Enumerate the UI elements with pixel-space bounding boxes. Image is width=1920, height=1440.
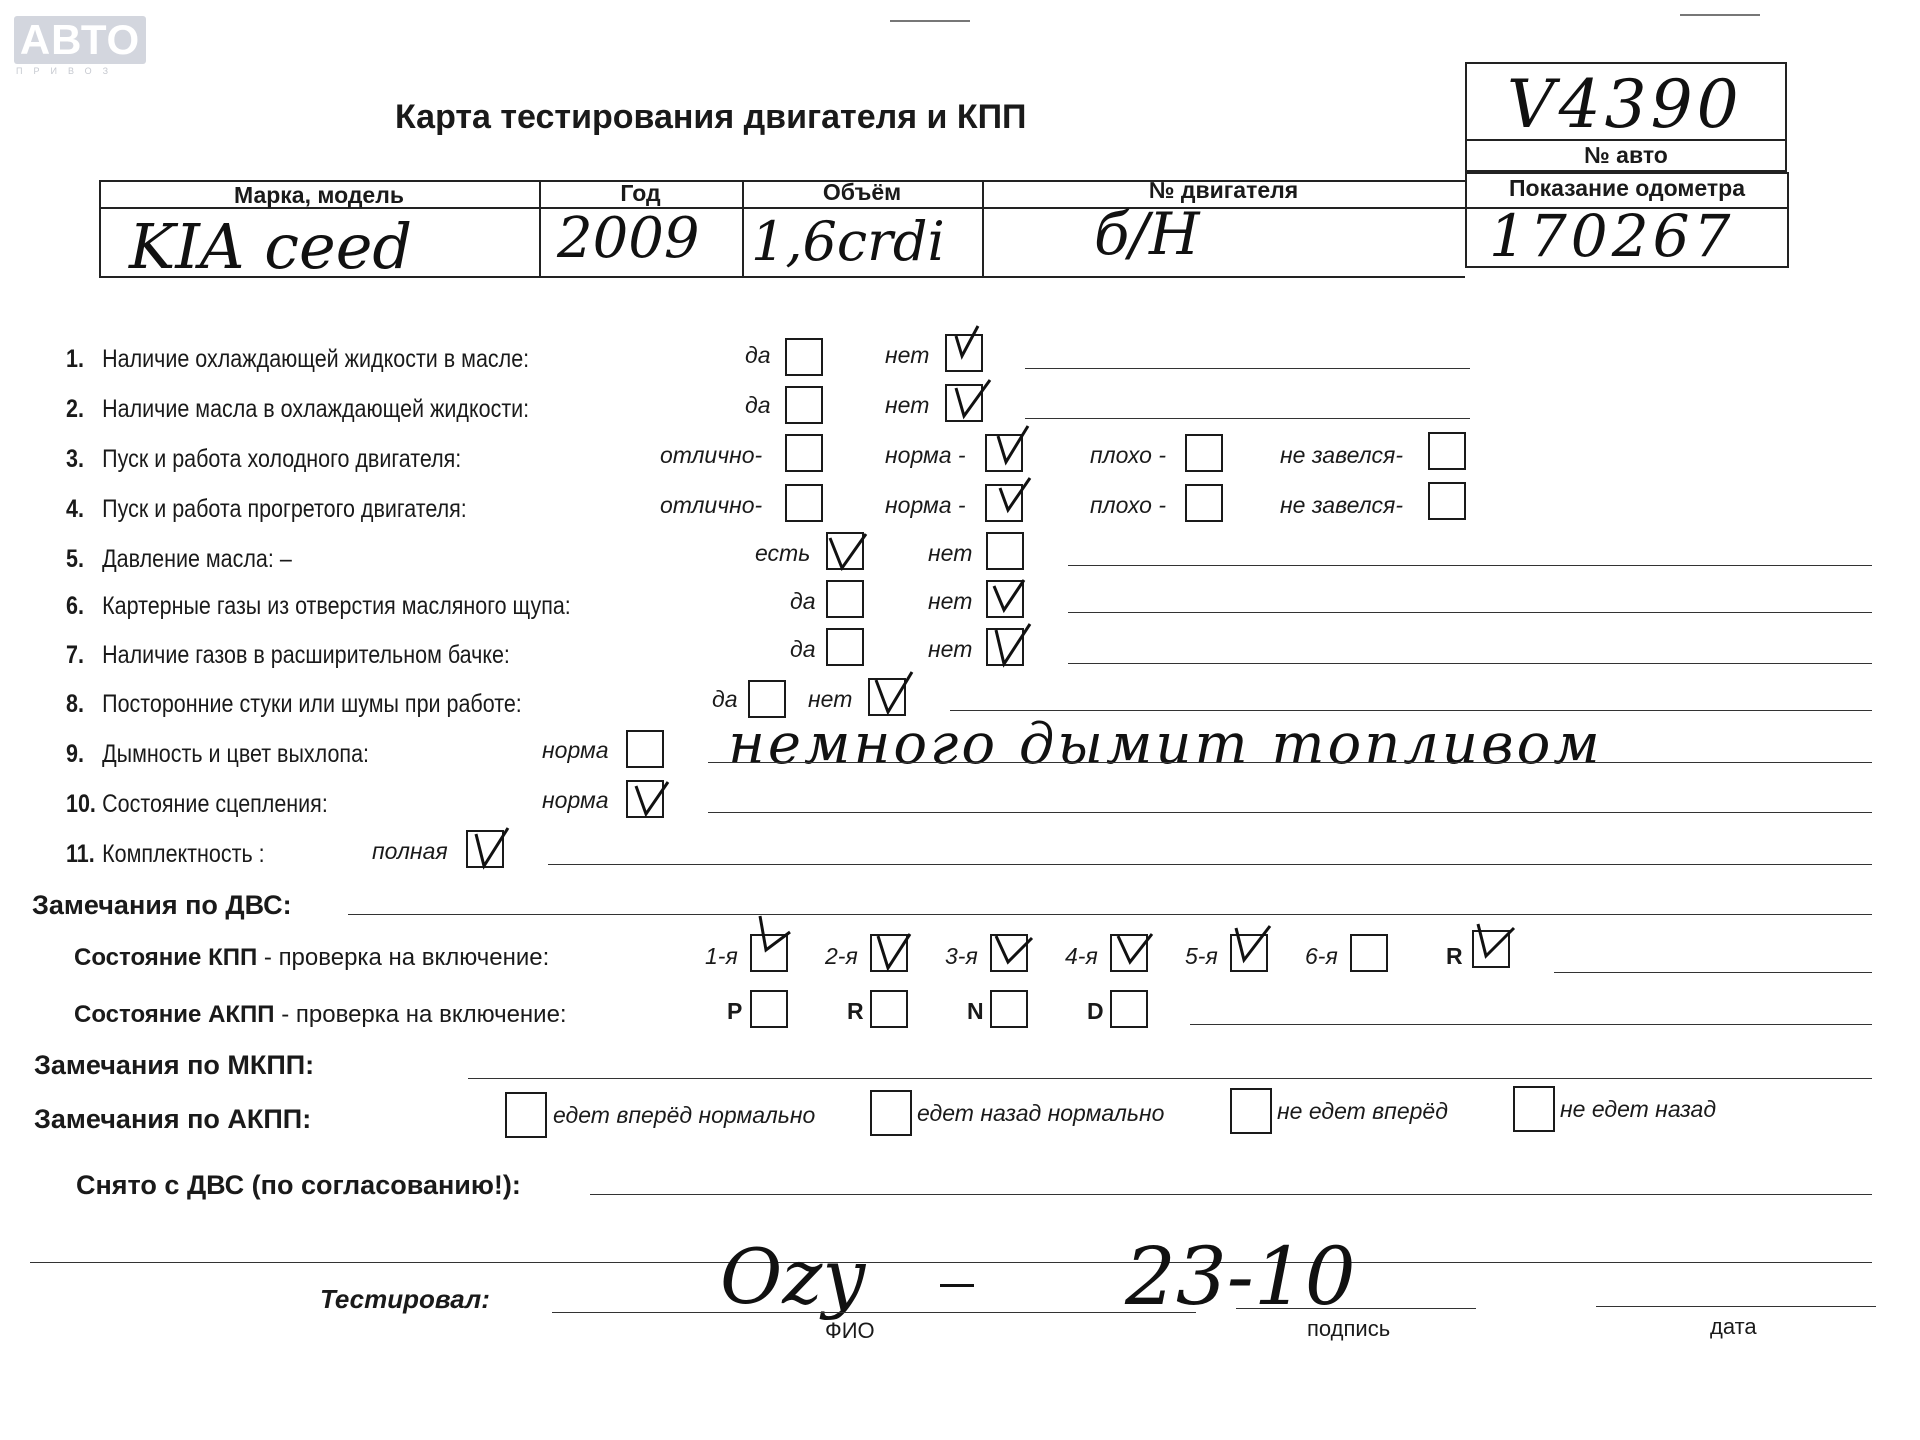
akpp-option-label: едет вперёд нормально [553,1102,816,1128]
check-mark-icon [826,530,866,574]
option-yes: да [790,588,816,614]
page-title: Карта тестирования двигателя и КПП [395,98,1027,136]
item-7-yes-checkbox[interactable] [826,628,864,666]
item-5: 5. Давление масла: – [66,545,292,573]
check-mark-icon [470,826,510,870]
check-mark-icon [952,378,992,422]
option-normal: норма - [885,492,966,518]
check-mark-icon [990,576,1030,620]
option-no: нет [928,588,973,614]
option-no: нет [885,342,930,368]
option-yes: да [745,342,771,368]
date-label: дата [1710,1314,1757,1339]
gear-label: 3-я [945,943,978,969]
mode-n-checkbox[interactable] [990,990,1028,1028]
option-yes: да [790,636,816,662]
odometer-label: Показание одометра [1509,175,1745,201]
check-mark-icon [996,474,1036,518]
akpp-option-label: едет назад нормально [917,1100,1165,1126]
option-no: нет [928,636,973,662]
auto-number-label: № авто [1584,142,1668,168]
akpp-no-backward-checkbox[interactable] [1513,1086,1555,1132]
mode-label: R [847,998,864,1024]
scan-mark [890,20,970,22]
mode-p-checkbox[interactable] [750,990,788,1028]
option-exists: есть [755,540,811,566]
item-9: 9. Дымность и цвет выхлопа: [66,740,370,768]
option-bad: плохо - [1090,442,1166,468]
scan-mark [1680,14,1760,16]
akpp-option-label: не едет вперёд [1277,1098,1448,1124]
option-yes: да [745,392,771,418]
check-mark-icon [994,424,1034,468]
odometer-value: 170267 [1489,202,1735,270]
akpp-forward-normal-checkbox[interactable] [505,1092,547,1138]
kpp-label: Состояние КПП - проверка на включение: [74,944,550,971]
check-mark-icon [992,928,1032,972]
option-bad: плохо - [1090,492,1166,518]
gear-6-checkbox[interactable] [1350,934,1388,972]
akpp-no-forward-checkbox[interactable] [1230,1088,1272,1134]
item-2: 2. Наличие масла в охлаждающей жидкости: [66,395,530,423]
year-label: Год [620,180,661,206]
item-10: 10. Состояние сцепления: [66,790,328,818]
check-mark-icon [1232,922,1272,966]
gear-label: 1-я [705,943,738,969]
mode-label: D [1087,998,1104,1024]
auto-number-box [1465,62,1787,172]
akpp-remarks-label: Замечания по АКПП: [34,1104,312,1134]
smoke-note: немного дымит топливом [728,712,1603,777]
signature-label: подпись [1307,1316,1391,1341]
option-norma: норма [542,787,609,813]
option-yes: да [712,686,738,712]
check-mark-icon [950,322,990,366]
check-mark-icon [874,928,914,972]
item-1-yes-checkbox[interactable] [785,338,823,376]
option-no: нет [885,392,930,418]
item-4-excellent-checkbox[interactable] [785,484,823,522]
check-mark-icon [990,622,1030,666]
item-11: 11. Комплектность : [66,840,265,868]
item-9-norma-checkbox[interactable] [626,730,664,768]
gear-label: 5-я [1185,943,1218,969]
gear-label: R [1446,943,1463,969]
akpp-label: Состояние АКПП - проверка на включение: [74,1001,567,1028]
mkpp-remarks-label: Замечания по МКПП: [34,1050,315,1080]
mode-label: P [727,998,743,1024]
gear-label: 6-я [1305,943,1338,969]
option-nostart: не завелся- [1280,442,1404,468]
mode-r-checkbox[interactable] [870,990,908,1028]
option-nostart: не завелся- [1280,492,1404,518]
option-no: нет [928,540,973,566]
item-3: 3. Пуск и работа холодного двигателя: [66,445,462,473]
test-date: 23-10 [1125,1230,1356,1323]
option-normal: норма - [885,442,966,468]
check-mark-icon [756,912,796,956]
option-excellent: отлично- [660,442,763,468]
gear-label: 4-я [1065,943,1098,969]
volume-label: Объём [822,179,902,205]
akpp-option-label: не едет назад [1560,1096,1717,1122]
make-model-label: Марка, модель [234,182,404,208]
make-model-value: KIA ceed [129,210,413,283]
mode-d-checkbox[interactable] [1110,990,1148,1028]
item-3-bad-checkbox[interactable] [1185,434,1223,472]
item-5-no-checkbox[interactable] [986,532,1024,570]
volume-value: 1,6crdi [751,210,945,273]
akpp-backward-normal-checkbox[interactable] [870,1090,912,1136]
tester-label: Тестировал: [320,1284,490,1314]
item-2-yes-checkbox[interactable] [785,386,823,424]
engine-remarks-label: Замечания по ДВС: [32,890,292,920]
item-3-nostart-checkbox[interactable] [1428,432,1466,470]
vehicle-info-table [99,172,1789,283]
gear-label: 2-я [825,943,858,969]
auto-number-value: V4390 [1507,66,1743,143]
item-8: 8. Посторонние стуки или шумы при работе: [66,690,522,718]
year-value: 2009 [557,206,700,271]
option-excellent: отлично- [660,492,763,518]
check-mark-icon [632,778,672,822]
check-mark-icon [872,672,912,716]
item-4-nostart-checkbox[interactable] [1428,482,1466,520]
option-norma: норма [542,737,609,763]
removed-from-engine-label: Снято с ДВС (по согласованию!): [76,1170,521,1200]
check-mark-icon [1474,918,1514,962]
option-no: нет [808,686,853,712]
mode-label: N [967,998,984,1024]
option-full: полная [372,838,448,864]
check-mark-icon [1114,928,1154,972]
item-7: 7. Наличие газов в расширительном бачке: [66,641,510,669]
item-6-yes-checkbox[interactable] [826,580,864,618]
item-6: 6. Картерные газы из отверстия масляного щупа: [66,592,571,620]
item-4: 4. Пуск и работа прогретого двигателя: [66,495,467,523]
fio-label: ФИО [825,1318,875,1343]
item-3-excellent-checkbox[interactable] [785,434,823,472]
item-1: 1. Наличие охлаждающей жидкости в масле: [66,345,530,373]
avto-privoz-logo: АВТО ПРИВОЗ [14,16,148,68]
item-4-bad-checkbox[interactable] [1185,484,1223,522]
engine-number-label: № двигателя [1148,177,1299,203]
engine-number-value: б/Н [1094,200,1200,268]
tester-signature: Ozy [720,1232,866,1321]
